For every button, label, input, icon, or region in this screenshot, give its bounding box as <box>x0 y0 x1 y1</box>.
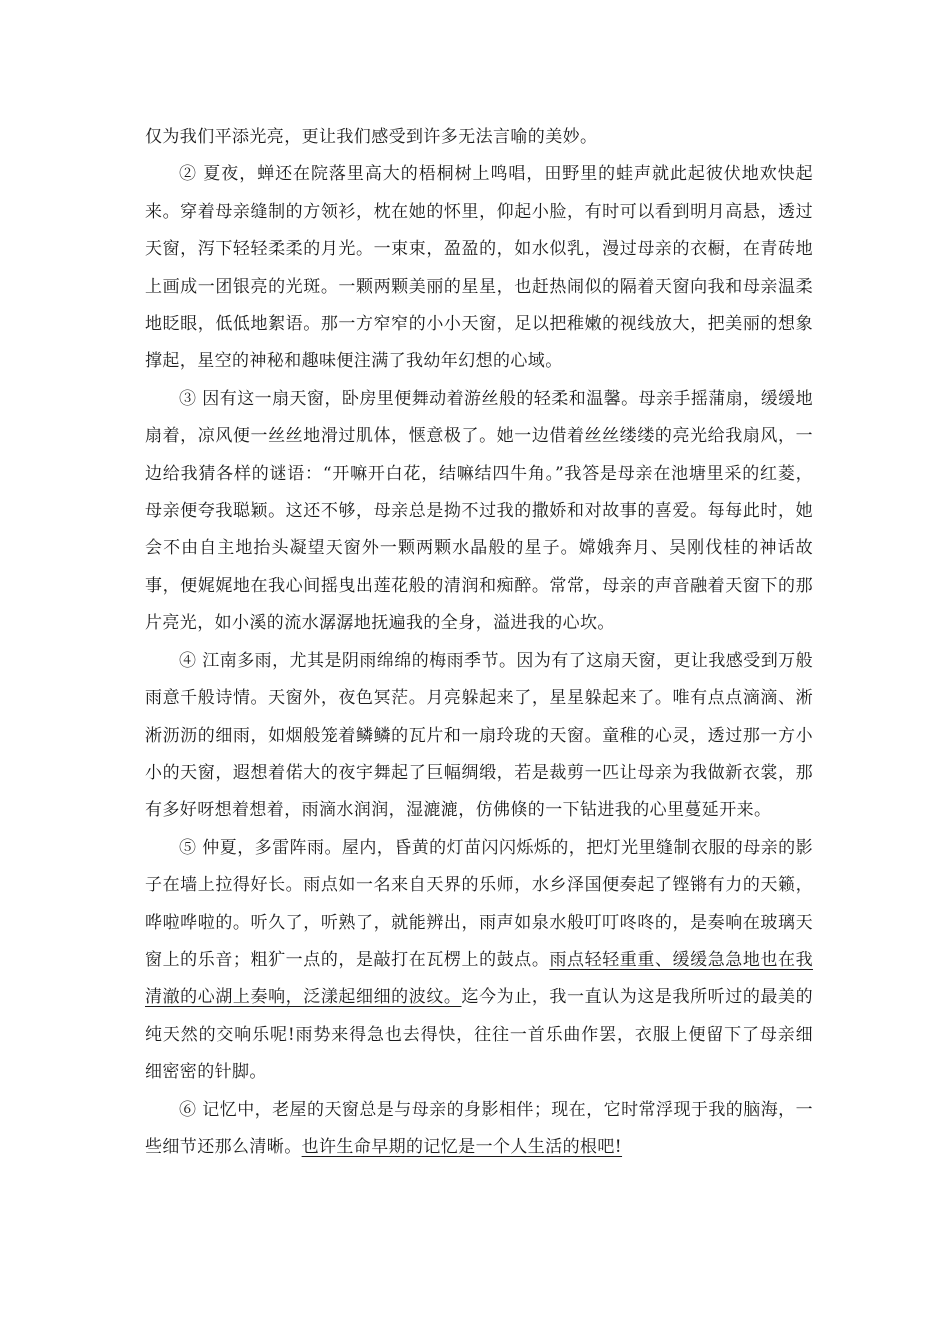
paragraph-p5 <box>145 830 813 1092</box>
paragraph-p6 <box>145 1092 813 1167</box>
paragraph-text: ② 夏夜，蝉还在院落里高大的梧桐树上鸣唱，田野里的蛙声就此起彼伏地欢快起来。穿着母亲缝制的方领衫，枕在她的怀里，仰起小脸，有时可以看到明月高悬，透过天窗，泻下轻轻柔柔的月光。一束束，盈盈的，如水似乳，漫过母亲的衣橱，在青砖地上画成一团银亮的光斑。一颗两颗美丽的星星，也赶热闹似的隔着天窗向我和母亲温柔地眨眼，低低地絮语。那一方窄窄的小小天窗，足以把稚嫩的视线放大，把美丽的想象撑起，星空的神秘和趣味便注满了我幼年幻想的心域。 <box>145 164 813 372</box>
paragraph-text: 仅为我们平添光亮，更让我们感受到许多无法言喻的美妙。 <box>145 127 598 147</box>
paragraph-text: ⑤ 仲夏，多雷阵雨。屋内，昏黄的灯苗闪闪烁烁的，把灯光里缝制衣服的母亲的影子在墙上拉得好长。雨点如一名来自天界的乐师，水乡泽国便奏起了铿锵有力的天籁，哗啦哗啦的。听久了，听熟了，就能辨出，雨声如泉水般叮叮咚咚的，是奏响在玻璃天窗上的乐音；粗犷一点的，是敲打在瓦楞上的鼓点。 <box>145 837 813 970</box>
document-body <box>145 119 813 1166</box>
paragraph-p4 <box>145 643 813 830</box>
paragraph-text: ④ 江南多雨，尤其是阴雨绵绵的梅雨季节。因为有了这扇天窗，更让我感受到万般雨意千般诗情。天窗外，夜色冥茫。月亮躲起来了，星星躲起来了。唯有点点滴滴、淅淅沥沥的细雨，如烟般笼着鳞鳞的瓦片和一扇玲珑的天窗。童稚的心灵，透过那一方小小的天窗，遐想着偌大的夜宇舞起了巨幅绸缎，若是裁剪一匹让母亲为我做新衣裳，那有多好呀想着想着，雨滴水润润，湿漉漉，仿佛倏的一下钻进我的心里蔓延开来。 <box>145 650 813 821</box>
paragraph-p1 <box>145 119 813 156</box>
paragraph-p2 <box>145 156 813 380</box>
underlined-sentence: 也许生命早期的记忆是一个人生活的根吧! <box>301 1136 623 1157</box>
paragraph-text: ③ 因有这一扇天窗，卧房里便舞动着游丝般的轻柔和温馨。母亲手摇蒲扇，缓缓地扇着，凉风便一丝丝地滑过肌体，惬意极了。她一边借着丝丝缕缕的亮光给我扇风，一边给我猜各样的谜语：“开嘛开白花，结嘛结四牛角。”我答是母亲在池塘里采的红菱，母亲便夸我聪颖。这还不够，母亲总是拗不过我的撒娇和对故事的喜爱。每每此时，她会不由自主地抬头凝望天窗外一颗两颗水晶般的星子。嫦娥奔月、吴刚伐桂的神话故事，便娓娓地在我心间摇曳出莲花般的清润和痴醉。常常，母亲的声音融着天窗下的那片亮光，如小溪的流水潺潺地抚遍我的全身，溢进我的心坎。 <box>145 388 813 634</box>
paragraph-p3 <box>145 381 813 643</box>
paragraph-text: ⑥ 记忆中，老屋的天窗总是与母亲的身影相伴；现在，它时常浮现于我的脑海，一些细节还那么清晰。 <box>145 1099 813 1157</box>
paragraph-text: 迄今为止，我一直认为这是我所听过的最美的纯天然的交响乐呢!雨势来得急也去得快，往往一首乐曲作罢，衣服上便留下了母亲细细密密的针脚。 <box>145 987 814 1083</box>
underlined-sentence: 雨点轻轻重重、缓缓急急地也在我清澈的心湖上奏响，泛漾起细细的波纹。 <box>145 949 814 1008</box>
